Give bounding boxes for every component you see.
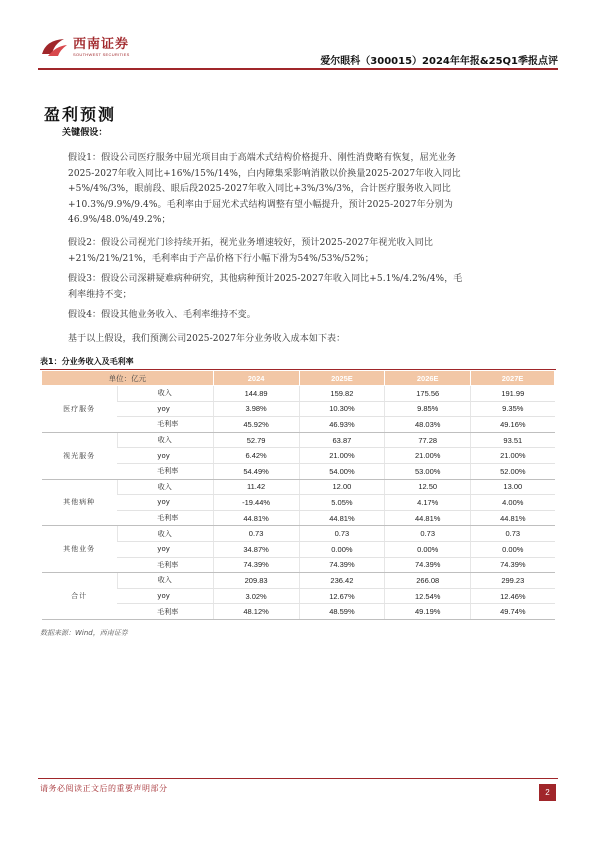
table-cell: 77.28 xyxy=(385,432,471,448)
column-header: 2025E xyxy=(299,371,385,386)
table-cell: 0.73 xyxy=(213,526,299,542)
table-caption: 表1：分业务收入及毛利率 xyxy=(40,357,134,366)
data-source: 数据来源：Wind，西南证券 xyxy=(40,629,128,637)
table-cell: 49.74% xyxy=(471,604,555,620)
metric-label: 毛利率 xyxy=(117,557,213,573)
table-row xyxy=(42,401,555,417)
metric-label: 毛利率 xyxy=(117,604,213,620)
metric-label: yoy xyxy=(117,541,213,557)
table-row xyxy=(42,573,555,589)
unit-header: 单位：亿元 xyxy=(42,371,214,386)
table-cell: 63.87 xyxy=(299,432,385,448)
table-cell: 74.39% xyxy=(385,557,471,573)
table-cell: 52.00% xyxy=(471,463,555,479)
assumption-paragraph-3: 假设3：假设公司深耕疑难病种研究，其他病种预计2025-2027年收入同比+5.1%/4.2%/4%，毛利率维持不变； xyxy=(68,274,463,300)
assumption-paragraph-2: 假设2：假设公司视光门诊持续开拓，视光业务增速较好，预计2025-2027年视光收入同比+21%/21%/21%，毛利率由于产品价格下行小幅下滑为54%/53%/52%； xyxy=(68,238,433,264)
table-cell: 5.05% xyxy=(299,495,385,511)
table-cell: 45.92% xyxy=(213,417,299,433)
segment-name: 其他病种 xyxy=(42,479,118,526)
metric-label: yoy xyxy=(117,401,213,417)
table-cell: 48.03% xyxy=(385,417,471,433)
assumption-paragraph-4: 假设4：假设其他业务收入、毛利率维持不变。 xyxy=(68,310,256,320)
assumption-paragraph-1: 假设1：假设公司医疗服务中屈光项目由于高端术式结构价格提升、刚性消费略有恢复，屈光业务2025-2027年收入同比+16%/15%/14%，白内障集采影响消散以价换量2025-2027年收入同比+5%/4%/3%，眼前段、眼后段2025-2027年收入同比+3%/3%/3%，合计医疗服务收入同比+10.3%/9.9%/9.4%。毛利率由于屈光术式结构调整有望小幅提升，预计2025-2027年分别为46.9%/48.0%/49.2%； xyxy=(68,153,461,225)
table-cell: -19.44% xyxy=(213,495,299,511)
header-divider xyxy=(38,68,558,70)
table-cell: 191.99 xyxy=(471,386,555,402)
table-cell: 12.50 xyxy=(385,479,471,495)
table-row xyxy=(42,495,555,511)
logo-emblem-icon xyxy=(40,36,68,58)
segment-name: 医疗服务 xyxy=(42,386,118,433)
table-cell: 209.83 xyxy=(213,573,299,589)
table-cell: 0.00% xyxy=(471,541,555,557)
table-row xyxy=(42,541,555,557)
table-cell: 44.81% xyxy=(299,510,385,526)
table-cell: 44.81% xyxy=(213,510,299,526)
footer-divider xyxy=(38,778,558,779)
table-header-row xyxy=(42,371,555,386)
metric-label: 毛利率 xyxy=(117,510,213,526)
footer-disclaimer: 请务必阅读正文后的重要声明部分 xyxy=(40,784,168,793)
table-cell: 34.87% xyxy=(213,541,299,557)
table-cell: 266.08 xyxy=(385,573,471,589)
table-row xyxy=(42,417,555,433)
metric-label: yoy xyxy=(117,495,213,511)
table-row xyxy=(42,386,555,402)
table-cell: 54.49% xyxy=(213,463,299,479)
metric-label: 毛利率 xyxy=(117,417,213,433)
table-body xyxy=(42,386,555,620)
table-row xyxy=(42,479,555,495)
table-cell: 299.23 xyxy=(471,573,555,589)
key-assumptions-label: 关键假设： xyxy=(62,128,108,138)
table-row xyxy=(42,604,555,620)
table-row xyxy=(42,588,555,604)
table-cell: 0.00% xyxy=(299,541,385,557)
table-row xyxy=(42,463,555,479)
segment-revenue-table xyxy=(41,370,555,620)
table-cell: 74.39% xyxy=(471,557,555,573)
metric-label: 收入 xyxy=(117,386,213,402)
table-cell: 0.00% xyxy=(385,541,471,557)
table-cell: 0.73 xyxy=(299,526,385,542)
metric-label: 收入 xyxy=(117,573,213,589)
table-cell: 21.00% xyxy=(299,448,385,464)
logo-name-english: SOUTHWEST SECURITIES xyxy=(73,51,130,57)
table-cell: 44.81% xyxy=(471,510,555,526)
table-cell: 9.85% xyxy=(385,401,471,417)
metric-label: 收入 xyxy=(117,479,213,495)
table-cell: 74.39% xyxy=(299,557,385,573)
table-row xyxy=(42,448,555,464)
table-row xyxy=(42,557,555,573)
metric-label: yoy xyxy=(117,448,213,464)
metric-label: 毛利率 xyxy=(117,463,213,479)
table-cell: 12.67% xyxy=(299,588,385,604)
table-row xyxy=(42,432,555,448)
table-cell: 54.00% xyxy=(299,463,385,479)
table-cell: 0.73 xyxy=(471,526,555,542)
metric-label: 收入 xyxy=(117,432,213,448)
table-cell: 48.59% xyxy=(299,604,385,620)
table-cell: 74.39% xyxy=(213,557,299,573)
section-title: 盈利预测 xyxy=(44,105,117,124)
logo-name: 西南证券 xyxy=(73,36,130,52)
table-cell: 144.89 xyxy=(213,386,299,402)
table-cell: 46.93% xyxy=(299,417,385,433)
table-cell: 236.42 xyxy=(299,573,385,589)
table-cell: 3.98% xyxy=(213,401,299,417)
table-cell: 12.00 xyxy=(299,479,385,495)
column-header: 2026E xyxy=(385,371,471,386)
table-cell: 9.35% xyxy=(471,401,555,417)
table-cell: 49.19% xyxy=(385,604,471,620)
table-cell: 13.00 xyxy=(471,479,555,495)
table-cell: 53.00% xyxy=(385,463,471,479)
table-cell: 159.82 xyxy=(299,386,385,402)
table-cell: 4.00% xyxy=(471,495,555,511)
metric-label: yoy xyxy=(117,588,213,604)
company-logo xyxy=(40,32,130,62)
segment-name: 其他业务 xyxy=(42,526,118,573)
table-cell: 21.00% xyxy=(471,448,555,464)
table-cell: 49.16% xyxy=(471,417,555,433)
forecast-intro: 基于以上假设，我们预测公司2025-2027年分业务收入成本如下表： xyxy=(68,334,346,344)
table-cell: 4.17% xyxy=(385,495,471,511)
table-cell: 93.51 xyxy=(471,432,555,448)
table-row xyxy=(42,526,555,542)
table-cell: 175.56 xyxy=(385,386,471,402)
table-cell: 12.54% xyxy=(385,588,471,604)
page-number: 2 xyxy=(539,784,556,801)
table-cell: 12.46% xyxy=(471,588,555,604)
table-cell: 0.73 xyxy=(385,526,471,542)
segment-name: 视光服务 xyxy=(42,432,118,479)
table-cell: 44.81% xyxy=(385,510,471,526)
column-header: 2024 xyxy=(213,371,299,386)
table-cell: 6.42% xyxy=(213,448,299,464)
column-header: 2027E xyxy=(471,371,555,386)
table-cell: 3.02% xyxy=(213,588,299,604)
table-cell: 10.30% xyxy=(299,401,385,417)
table-row xyxy=(42,510,555,526)
report-title: 爱尔眼科（300015）2024年年报&25Q1季报点评 xyxy=(320,56,558,67)
table-cell: 48.12% xyxy=(213,604,299,620)
metric-label: 收入 xyxy=(117,526,213,542)
table-cell: 52.79 xyxy=(213,432,299,448)
segment-name: 合计 xyxy=(42,573,118,620)
table-cell: 11.42 xyxy=(213,479,299,495)
table-cell: 21.00% xyxy=(385,448,471,464)
